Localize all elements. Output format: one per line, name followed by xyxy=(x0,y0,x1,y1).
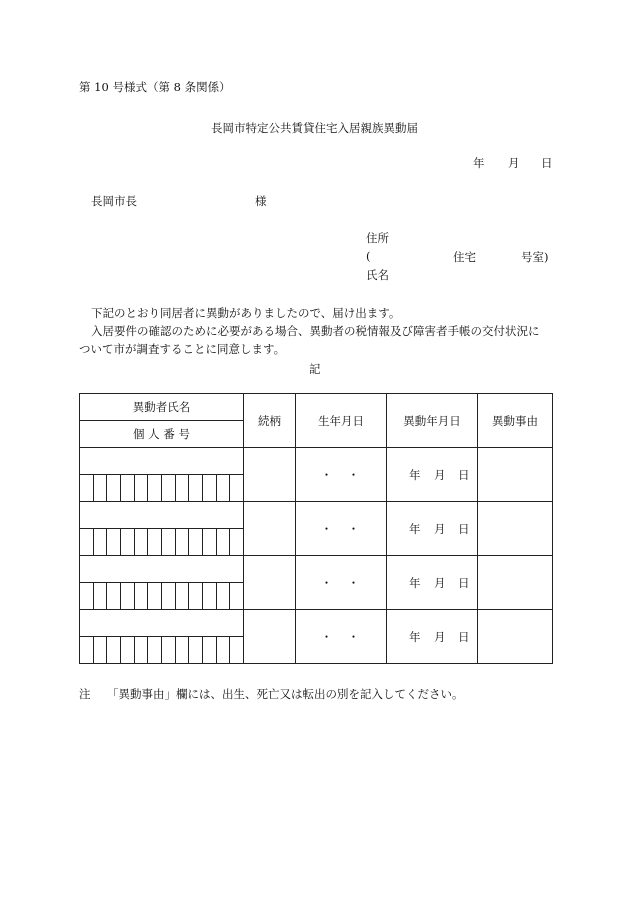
name-input-cell[interactable] xyxy=(80,502,244,529)
digit-box[interactable] xyxy=(188,637,202,663)
birth-date-cell[interactable]: ・ ・ xyxy=(296,556,387,610)
move-date-cell[interactable] xyxy=(387,448,478,502)
move-date-cell[interactable] xyxy=(387,610,478,664)
digit-box[interactable] xyxy=(106,583,120,609)
digit-box[interactable] xyxy=(147,583,161,609)
name-input-cell[interactable] xyxy=(80,610,244,637)
address-label: 住所 xyxy=(366,231,389,245)
header-reason: 異動事由 xyxy=(478,394,553,448)
birth-date-cell[interactable]: ・ ・ xyxy=(296,610,387,664)
body-line-2: 入居要件の確認のために必要がある場合、異動者の税情報及び障害者手帳の交付状況に xyxy=(91,324,540,338)
relation-input-cell[interactable] xyxy=(244,556,296,610)
birth-date-cell[interactable]: ・ ・ xyxy=(296,502,387,556)
digit-box[interactable] xyxy=(93,475,107,501)
page-title: 長岡市特定公共賃貸住宅入居親族異動届 xyxy=(211,121,418,135)
digit-box[interactable] xyxy=(134,583,148,609)
reason-input-cell[interactable] xyxy=(478,610,553,664)
digit-box[interactable] xyxy=(229,637,243,663)
digit-box[interactable] xyxy=(93,529,107,555)
personal-number-cell[interactable] xyxy=(80,529,244,556)
digit-box[interactable] xyxy=(147,637,161,663)
name-input-cell[interactable] xyxy=(80,556,244,583)
digit-box[interactable] xyxy=(229,475,243,501)
move-date-cell[interactable] xyxy=(387,502,478,556)
digit-box[interactable] xyxy=(202,529,216,555)
digit-box[interactable] xyxy=(229,583,243,609)
digit-box[interactable] xyxy=(80,529,93,555)
digit-box[interactable] xyxy=(120,637,134,663)
digit-box[interactable] xyxy=(175,583,189,609)
birth-date-cell[interactable]: ・ ・ xyxy=(296,448,387,502)
move-month-label: 月 xyxy=(434,575,446,590)
digit-box[interactable] xyxy=(216,637,230,663)
name-input-cell[interactable] xyxy=(80,448,244,475)
name-label: 氏名 xyxy=(366,268,389,282)
addressee-name: 長岡市長 xyxy=(91,194,137,208)
digit-box[interactable] xyxy=(106,475,120,501)
relation-input-cell[interactable] xyxy=(244,610,296,664)
personal-number-cell[interactable] xyxy=(80,637,244,664)
move-year-label: 年 xyxy=(409,467,421,482)
digit-box[interactable] xyxy=(188,475,202,501)
move-year-label: 年 xyxy=(409,521,421,536)
date-day-label: 日 xyxy=(541,156,553,170)
header-relation: 続柄 xyxy=(244,394,296,448)
move-day-label: 日 xyxy=(458,521,470,536)
header-move-date: 異動年月日 xyxy=(387,394,478,448)
digit-box[interactable] xyxy=(229,529,243,555)
header-name: 異動者氏名 xyxy=(80,394,244,421)
move-day-label: 日 xyxy=(458,575,470,590)
digit-box[interactable] xyxy=(106,529,120,555)
digit-box[interactable] xyxy=(175,637,189,663)
reason-input-cell[interactable] xyxy=(478,556,553,610)
relation-input-cell[interactable] xyxy=(244,502,296,556)
digit-box[interactable] xyxy=(93,637,107,663)
body-line-3: ついて市が調査することに同意します。 xyxy=(79,342,286,356)
move-day-label: 日 xyxy=(458,629,470,644)
note-text: 「異動事由」欄には、出生、死亡又は転出の別を記入してください。 xyxy=(107,687,464,701)
digit-box[interactable] xyxy=(147,529,161,555)
housing-label: 住宅 xyxy=(453,250,476,264)
digit-box[interactable] xyxy=(202,637,216,663)
header-personal-number: 個 人 番 号 xyxy=(80,421,244,448)
date-month-label: 月 xyxy=(508,156,520,170)
digit-box[interactable] xyxy=(188,583,202,609)
move-year-label: 年 xyxy=(409,575,421,590)
digit-box[interactable] xyxy=(175,529,189,555)
digit-box[interactable] xyxy=(175,475,189,501)
digit-box[interactable] xyxy=(134,529,148,555)
digit-box[interactable] xyxy=(80,475,93,501)
move-month-label: 月 xyxy=(434,467,446,482)
room-label: 号室) xyxy=(521,250,549,264)
digit-box[interactable] xyxy=(216,529,230,555)
address-open-paren: ( xyxy=(366,249,371,263)
digit-box[interactable] xyxy=(202,475,216,501)
digit-box[interactable] xyxy=(188,529,202,555)
move-table xyxy=(79,393,553,664)
note-mark: 注 xyxy=(79,687,91,701)
digit-box[interactable] xyxy=(161,583,175,609)
personal-number-cell[interactable] xyxy=(80,583,244,610)
digit-box[interactable] xyxy=(147,475,161,501)
digit-box[interactable] xyxy=(93,583,107,609)
digit-box[interactable] xyxy=(202,583,216,609)
move-day-label: 日 xyxy=(458,467,470,482)
move-month-label: 月 xyxy=(434,629,446,644)
form-number: 第 10 号様式（第 8 条関係） xyxy=(79,80,231,94)
digit-box[interactable] xyxy=(216,583,230,609)
date-year-label: 年 xyxy=(473,156,485,170)
addressee-honorific: 様 xyxy=(255,194,267,208)
digit-box[interactable] xyxy=(161,475,175,501)
move-month-label: 月 xyxy=(434,521,446,536)
relation-input-cell[interactable] xyxy=(244,448,296,502)
move-date-cell[interactable] xyxy=(387,556,478,610)
digit-box[interactable] xyxy=(120,583,134,609)
move-year-label: 年 xyxy=(409,629,421,644)
digit-box[interactable] xyxy=(216,475,230,501)
digit-box[interactable] xyxy=(134,475,148,501)
digit-box[interactable] xyxy=(161,529,175,555)
header-birth-date: 生年月日 xyxy=(296,394,387,448)
digit-box[interactable] xyxy=(80,583,93,609)
ki-mark: 記 xyxy=(309,362,321,376)
digit-box[interactable] xyxy=(80,637,93,663)
digit-box[interactable] xyxy=(120,475,134,501)
reason-input-cell[interactable] xyxy=(478,502,553,556)
digit-box[interactable] xyxy=(134,637,148,663)
digit-box[interactable] xyxy=(106,637,120,663)
digit-box[interactable] xyxy=(161,637,175,663)
digit-box[interactable] xyxy=(120,529,134,555)
body-line-1: 下記のとおり同居者に異動がありましたので、届け出ます。 xyxy=(91,306,401,320)
reason-input-cell[interactable] xyxy=(478,448,553,502)
personal-number-cell[interactable] xyxy=(80,475,244,502)
